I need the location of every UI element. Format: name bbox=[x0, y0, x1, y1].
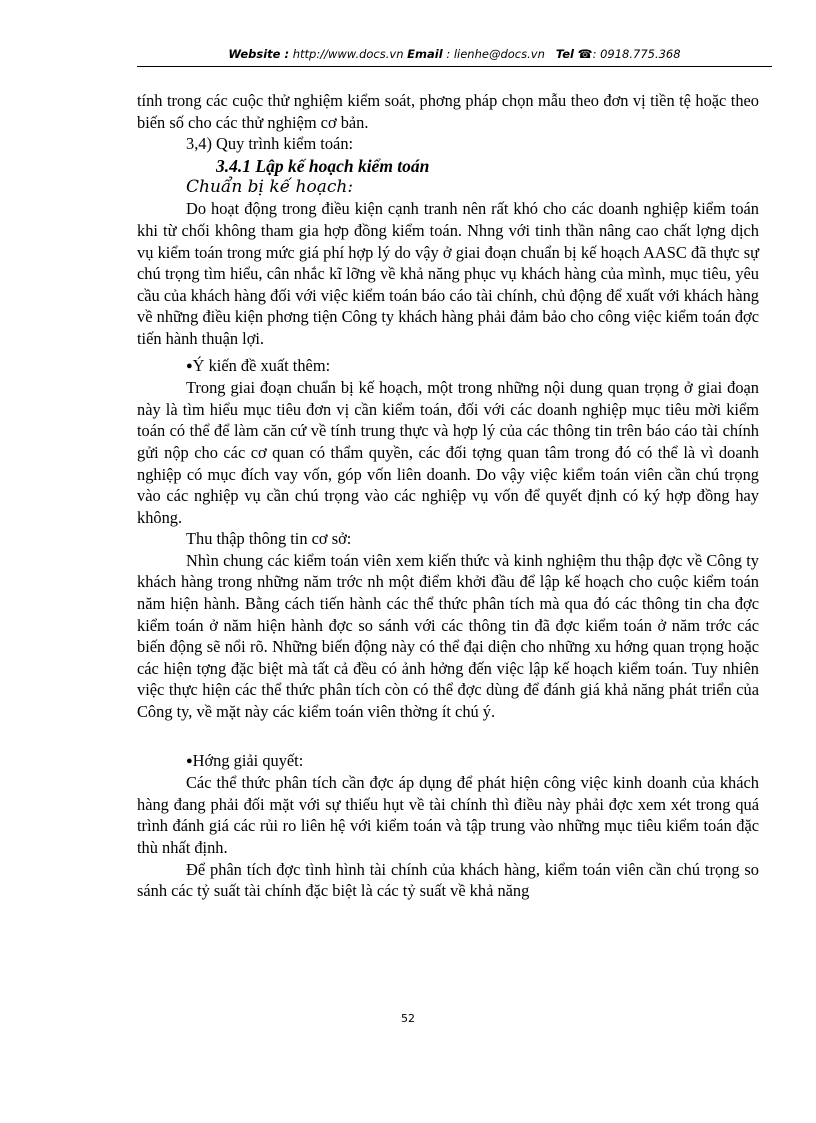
solution-label: Hớng giải quyết: bbox=[192, 750, 304, 770]
email-value: : lienhe@docs.vn bbox=[446, 47, 545, 61]
page-header bbox=[137, 44, 772, 67]
tel-label: Tel bbox=[555, 47, 574, 61]
opinion-bullet bbox=[186, 355, 759, 378]
bullet-icon: ● bbox=[186, 359, 193, 372]
tel-value: : 0918.775.368 bbox=[592, 47, 681, 61]
page-number: 52 bbox=[401, 1012, 415, 1025]
collect-paragraph: Nhìn chung các kiểm toán viên xem kiến thức và kinh nghiệm thu thập đợc về Công ty khách hàng trong những năm trớc nh một điểm khởi đầu để lập kế hoạch cho cuộc kiểm toán năm hiện hành. Bằng cách tiến hành các thể thức phân tích mà qua đó các thông tin cha đợc kiểm toán ở năm hiện hành đợc so sánh với các thông tin đã đợc kiểm toán ở năm trớc các biến động sẽ nổi rõ. Những biến động này có thể đại diện cho những xu hớng quan trọng hoặc các hiện tợng đặc biệt mà tất cả đều có ảnh hởng đến việc lập kế hoạch kiểm toán. Tuy nhiên việc thực hiện các thể thức phân tích còn có thể đợc dùng để đánh giá khả năng phát triển của Công ty, về mặt này các kiểm toán viên thờng ít chú ý. bbox=[137, 550, 759, 722]
analysis-paragraph: Để phân tích đợc tình hình tài chính của khách hàng, kiểm toán viên cần chú trọng so sánh các tỷ suất tài chính đặc biệt là các tỷ suất về khả năng bbox=[137, 859, 759, 901]
preparation-paragraph: Do hoạt động trong điều kiện cạnh tranh nên rất khó cho các doanh nghiệp kiểm toán khi từ chối không tham gia hợp đồng kiểm toán. Nhng với tinh thần nâng cao chất lợng dịch vụ kiểm toán trong mức giá phí hợp lý do vậy ở giai đoạn chuẩn bị kế hoạch AASC đã thực sự chú trọng tìm hiểu, cân nhắc kĩ lỡng về khả năng phục vụ khách hàng của mình, mục tiêu, yêu cầu của khách hàng đối với việc kiểm toán báo cáo tài chính, chủ động để xuất với khách hàng về những điều kiện phơng tiện Công ty khách hàng phải đảm bảo cho công việc kiểm toán đợc tiến hành thuận lợi. bbox=[137, 199, 759, 348]
opinion-paragraph: Trong giai đoạn chuẩn bị kế hoạch, một trong những nội dung quan trọng ở giai đoạn này là tìm hiểu mục tiêu đơn vị cần kiểm toán, đối với các doanh nghiệp mục tiêu mời kiểm toán có thể để làm căn cứ về tính trung thực và hợp lý của các thông tin trên báo cáo tài chính gửi nộp cho các cơ quan có thẩm quyền, các đối tợng quan tâm trong đó có thể là vì doanh nghiệp có mục đích vay vốn, góp vốn liên doanh. Do vậy việc kiểm toán viên cần chú trọng vào các nghiệp vụ cần chú trọng vào các nghiệp vụ vốn để quyết định có ký hợp đồng hay không. bbox=[137, 378, 759, 527]
bullet-icon: ● bbox=[186, 754, 193, 767]
solution-paragraph: Các thể thức phân tích cần đợc áp dụng để phát hiện công việc kinh doanh của khách hàng đang phải đối mặt với sự thiếu hụt về tài chính thì điều này phải đợc xem xét trong quá trình đánh giá các rủi ro liên hệ với kiểm toán và tập trung vào những mục tiêu kiểm toán đặc thù nhất định. bbox=[137, 773, 759, 857]
opinion-label: Ý kiến đề xuất thêm: bbox=[192, 355, 331, 375]
section-heading-3-4-1: 3.4.1 Lập kế hoạch kiểm toán bbox=[216, 155, 430, 176]
email-label: Email bbox=[407, 47, 443, 61]
website-label: Website : bbox=[228, 47, 290, 61]
website-url: http://www.docs.vn bbox=[292, 47, 404, 61]
solution-bullet bbox=[186, 750, 759, 773]
intro-paragraph: tính trong các cuộc thử nghiệm kiểm soát, phơng pháp chọn mẫu theo đơn vị tiền tệ hoặc theo biến số cho các thử nghiệm cơ bản. bbox=[137, 91, 759, 132]
subheading-preparation: Chuẩn bị kế hoạch: bbox=[186, 176, 354, 197]
subheading-collect: Thu thập thông tin cơ sở: bbox=[186, 529, 352, 549]
document-body bbox=[137, 90, 759, 1033]
section-heading-3-4: 3,4) Quy trình kiểm toán: bbox=[186, 134, 354, 154]
telephone-icon: ☎ bbox=[577, 47, 593, 61]
